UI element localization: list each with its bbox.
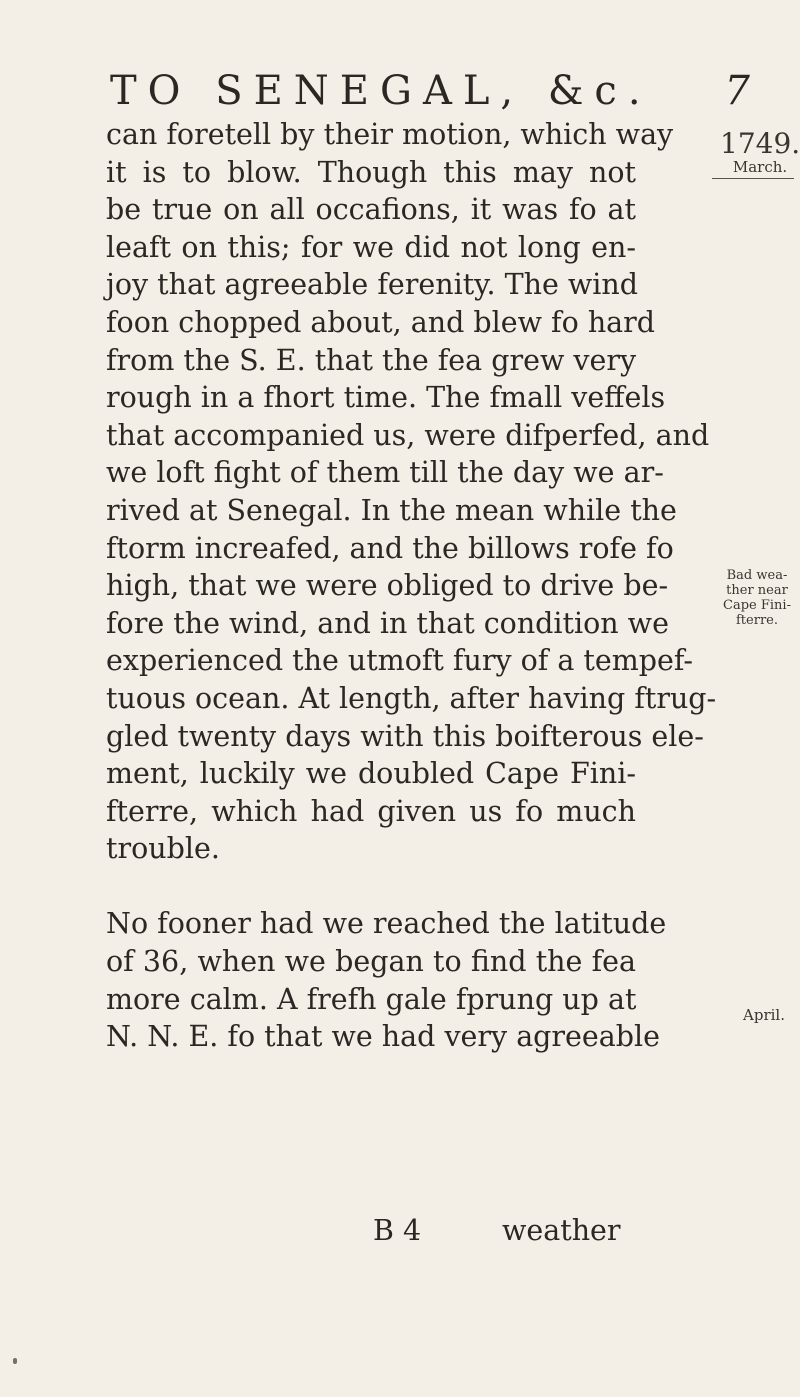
text-line: of 36, when we began to find the fea (106, 945, 636, 979)
page-number: 7 (724, 68, 750, 114)
text-line: ftorm increafed, and the billows rofe fo (106, 531, 674, 565)
margin-note-line: fterre. (736, 613, 778, 628)
text-line: joy that agreeable ferenity. The wind (106, 268, 638, 302)
text-line: that accompanied us, were difperfed, and (106, 418, 710, 452)
text-line: from the S. E. that the fea grew very (106, 343, 637, 377)
paragraph-1 (106, 116, 717, 868)
margin-note-month: March. (732, 158, 788, 176)
text-line: N. N. E. fo that we had very agreeable (106, 1020, 660, 1054)
running-head-title: TO SENEGAL, &c. (110, 68, 652, 114)
text-line: fore the wind, and in that condition we (106, 606, 669, 640)
text-line: ment, luckily we doubled Cape Fini- (106, 757, 636, 791)
margin-rule (712, 178, 794, 179)
margin-note-year: 1749. (720, 127, 800, 160)
running-head (110, 68, 750, 118)
text-line: experienced the utmoft fury of a tempef- (106, 644, 694, 678)
text-line: can foretell by their motion, which way (106, 118, 674, 151)
paragraph-gap (106, 868, 636, 906)
text-line: leaft on this; for we did not long en- (106, 230, 636, 264)
text-line: it is to blow. Though this may not (106, 155, 636, 189)
text-line: more calm. A frefh gale fprung up at (106, 982, 637, 1016)
body-text (106, 116, 717, 1056)
text-line: be true on all occafions, it was fo at (106, 193, 636, 227)
text-line: we loft fight of them till the day we ar- (106, 456, 664, 490)
signature-mark: B 4 (373, 1214, 422, 1247)
margin-note-line: ther near (726, 583, 788, 598)
catchword: weather (502, 1214, 621, 1247)
margin-note-bad-weather (714, 568, 800, 628)
text-line: high, that we were obliged to drive be- (106, 569, 669, 603)
text-line: trouble. (106, 832, 220, 866)
margin-note-line: Cape Fini- (723, 598, 791, 613)
paper-speck (13, 1358, 17, 1364)
paragraph-2 (106, 905, 667, 1055)
margin-note-line: Bad wea- (726, 568, 788, 583)
margin-note-april: April. (743, 1006, 785, 1024)
text-line: No fooner had we reached the latitude (106, 907, 667, 941)
text-line: fterre, which had given us fo much (106, 794, 636, 828)
text-line: gled twenty days with this boifterous ele- (106, 719, 704, 753)
text-line: tuous ocean. At length, after having ftrug- (106, 681, 717, 715)
text-line: rived at Senegal. In the mean while the (106, 493, 677, 527)
text-line: foon chopped about, and blew fo hard (106, 305, 656, 339)
text-line: rough in a fhort time. The fmall veffels (106, 381, 666, 415)
page-footer (0, 1214, 800, 1254)
